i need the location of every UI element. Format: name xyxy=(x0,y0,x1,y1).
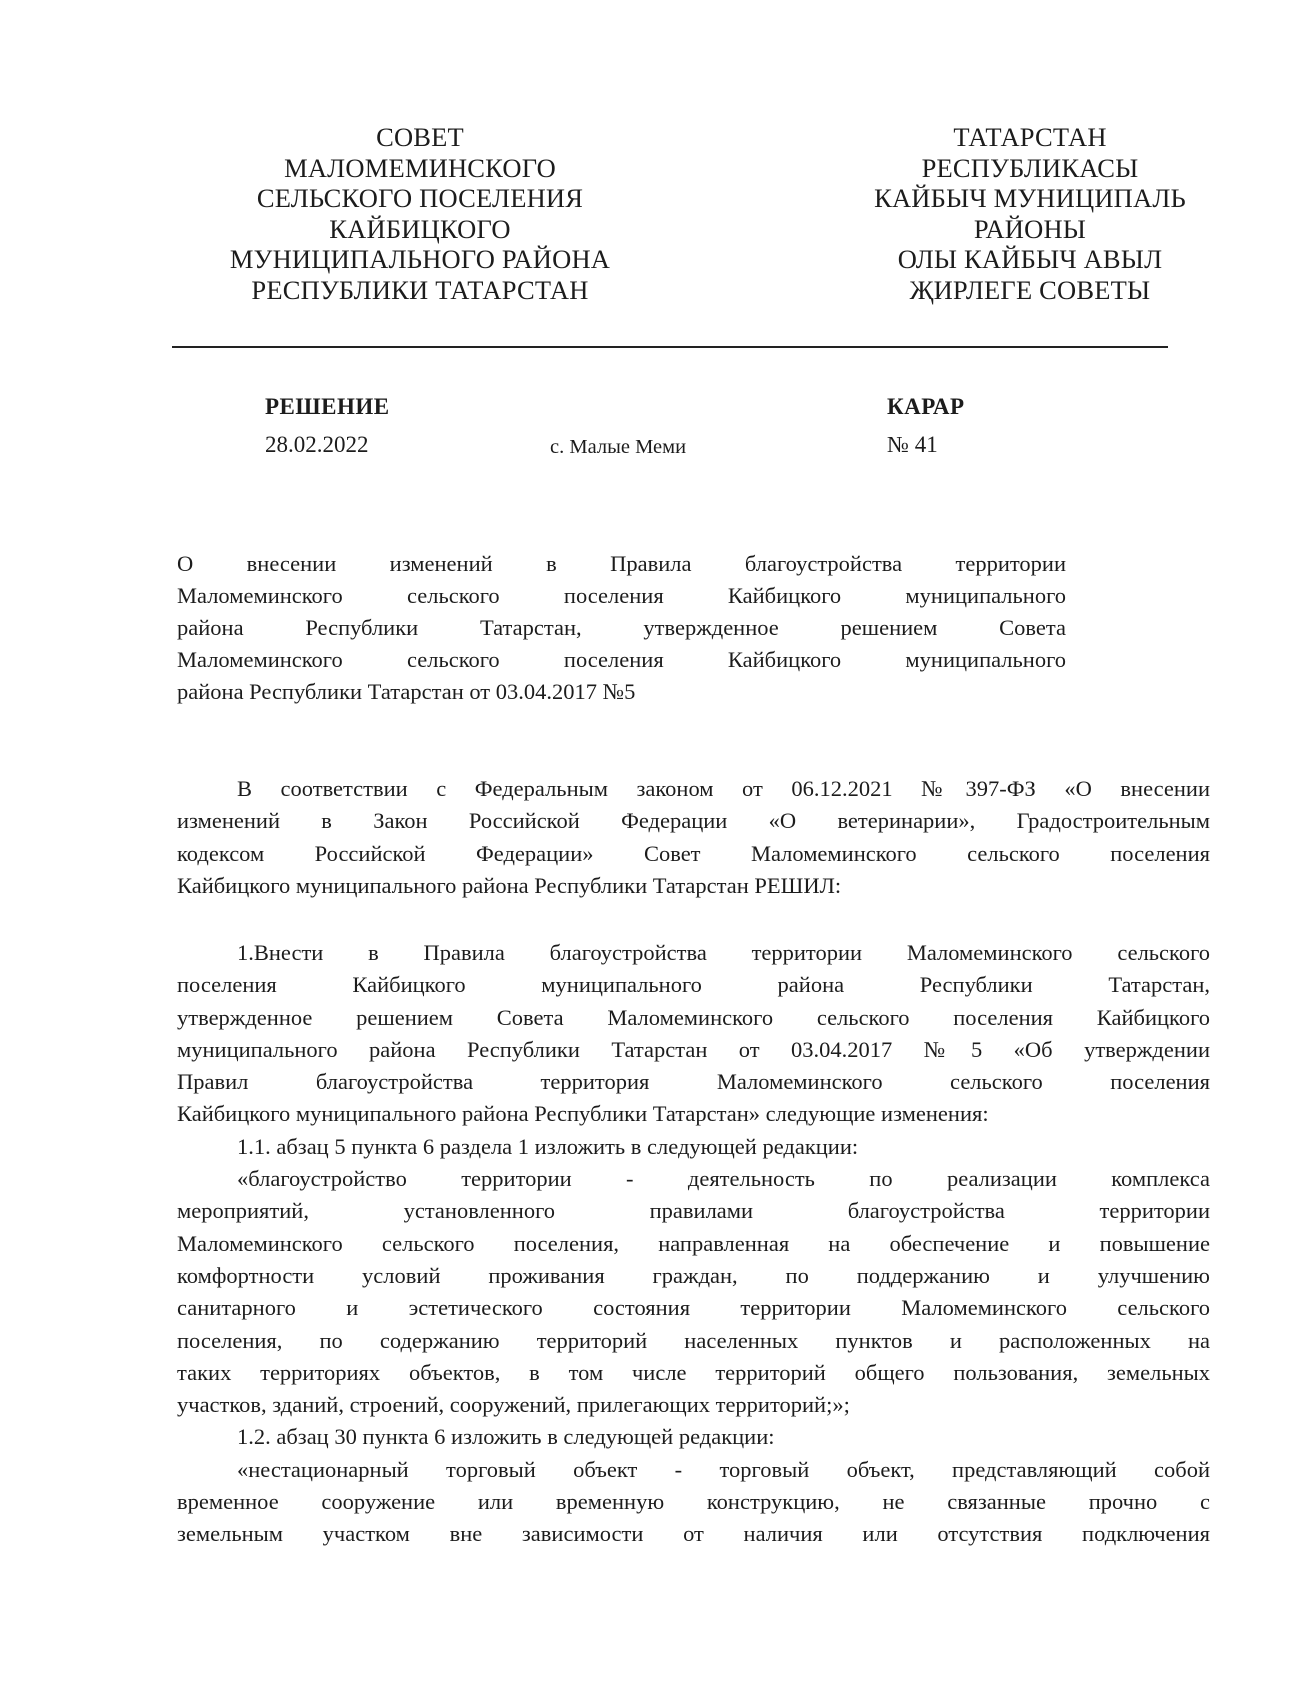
body-line: Маломеминского сельского поселения, направленная на обеспечение и повышение xyxy=(177,1230,1210,1256)
header-line: РЕСПУБЛИКИ ТАТАРСТАН xyxy=(251,274,589,305)
title-line: района Республики Татарстан от 03.04.2017 №5 xyxy=(177,679,636,704)
body-line: мероприятий, установленного правилами благоустройства территории xyxy=(177,1198,1210,1224)
header-line: СЕЛЬСКОГО ПОСЕЛЕНИЯ xyxy=(256,183,584,213)
decision-label: РЕШЕНИЕ xyxy=(265,394,390,419)
header-line: ТАТАРСТАН xyxy=(953,122,1107,152)
header-council-russian xyxy=(185,122,655,305)
header-council-tatar xyxy=(835,122,1225,305)
header-line: РАЙОНЫ xyxy=(973,213,1087,244)
body-line: «благоустройство территории - деятельность по реализации комплекса xyxy=(237,1166,1210,1192)
body-line: муниципального района Республики Татарстан от 03.04.2017 №5 «Об утверждении xyxy=(177,1036,1210,1062)
header-line: РЕСПУБЛИКАСЫ xyxy=(921,152,1139,183)
decision-place: с. Малые Меми xyxy=(550,436,687,458)
title-line: О внесении изменений в Правила благоустройства территории xyxy=(177,551,1066,576)
header-line: СОВЕТ xyxy=(376,122,464,152)
subitem-1-1-heading: 1.1. абзац 5 пункта 6 раздела 1 изложить в следующей редакции: xyxy=(237,1133,859,1159)
body-line: кодексом Российской Федерации» Совет Маломеминского сельского поселения xyxy=(177,840,1210,866)
title-line: Маломеминского сельского поселения Кайбицкого муниципального xyxy=(177,583,1066,608)
body-line: участков, зданий, строений, сооружений, прилегающих территорий;»; xyxy=(177,1392,850,1418)
body-line: Правил благоустройства территория Маломеминского сельского поселения xyxy=(177,1069,1210,1095)
karar-label: КАРАР xyxy=(887,394,965,419)
header-line: МУНИЦИПАЛЬНОГО РАЙОНА xyxy=(229,244,611,274)
body-line: таких территориях объектов, в том числе территорий общего пользования, земельных xyxy=(177,1359,1210,1385)
body-line: Кайбицкого муниципального района Республики Татарстан» следующие изменения: xyxy=(177,1101,989,1127)
body-line: временное сооружение или временную конструкцию, не связанные прочно с xyxy=(177,1489,1210,1515)
header-line: МАЛОМЕМИНСКОГО xyxy=(284,152,556,183)
body-line: Кайбицкого муниципального района Республики Татарстан РЕШИЛ: xyxy=(177,872,842,898)
header-divider xyxy=(172,346,1168,348)
body-line: изменений в Закон Российской Федерации «О ветеринарии», Градостроительным xyxy=(177,808,1210,834)
body-line: «нестационарный торговый объект - торговый объект, представляющий собой xyxy=(237,1456,1210,1482)
body-line: утвержденное решением Совета Маломеминского сельского поселения Кайбицкого xyxy=(177,1004,1210,1030)
body-line: санитарного и эстетического состояния территории Маломеминского сельского xyxy=(177,1295,1210,1321)
title-line: района Республики Татарстан, утвержденное решением Совета xyxy=(177,615,1066,640)
body-line: комфортности условий проживания граждан, по поддержанию и улучшению xyxy=(177,1262,1210,1288)
preamble-paragraph xyxy=(177,773,1210,902)
decision-date: 28.02.2022 xyxy=(265,432,369,457)
body-line: поселения, по содержанию территорий населенных пунктов и расположенных на xyxy=(177,1327,1210,1353)
body-line: 1.Внести в Правила благоустройства территории Маломеминского сельского xyxy=(237,940,1210,965)
body-line: земельным участком вне зависимости от наличия или отсутствия подключения xyxy=(177,1521,1210,1547)
title-line: Маломеминского сельского поселения Кайбицкого муниципального xyxy=(177,647,1066,672)
header-line: ОЛЫ КАЙБЫЧ АВЫЛ xyxy=(897,244,1163,274)
header-line: ҖИРЛЕГЕ СОВЕТЫ xyxy=(909,274,1151,305)
subitem-1-2-heading: 1.2. абзац 30 пункта 6 изложить в следующей редакции: xyxy=(237,1424,775,1450)
header-line: КАЙБЫЧ МУНИЦИПАЛЬ xyxy=(874,183,1186,213)
decision-number: № 41 xyxy=(887,432,938,457)
body-line: поселения Кайбицкого муниципального района Республики Татарстан, xyxy=(177,972,1210,998)
header-line: КАЙБИЦКОГО xyxy=(329,213,511,244)
decision-title xyxy=(177,548,1066,708)
body-line: В соответствии с Федеральным законом от 06.12.2021 №397-ФЗ «О внесении xyxy=(237,776,1210,801)
item-1-section xyxy=(177,937,1210,1551)
